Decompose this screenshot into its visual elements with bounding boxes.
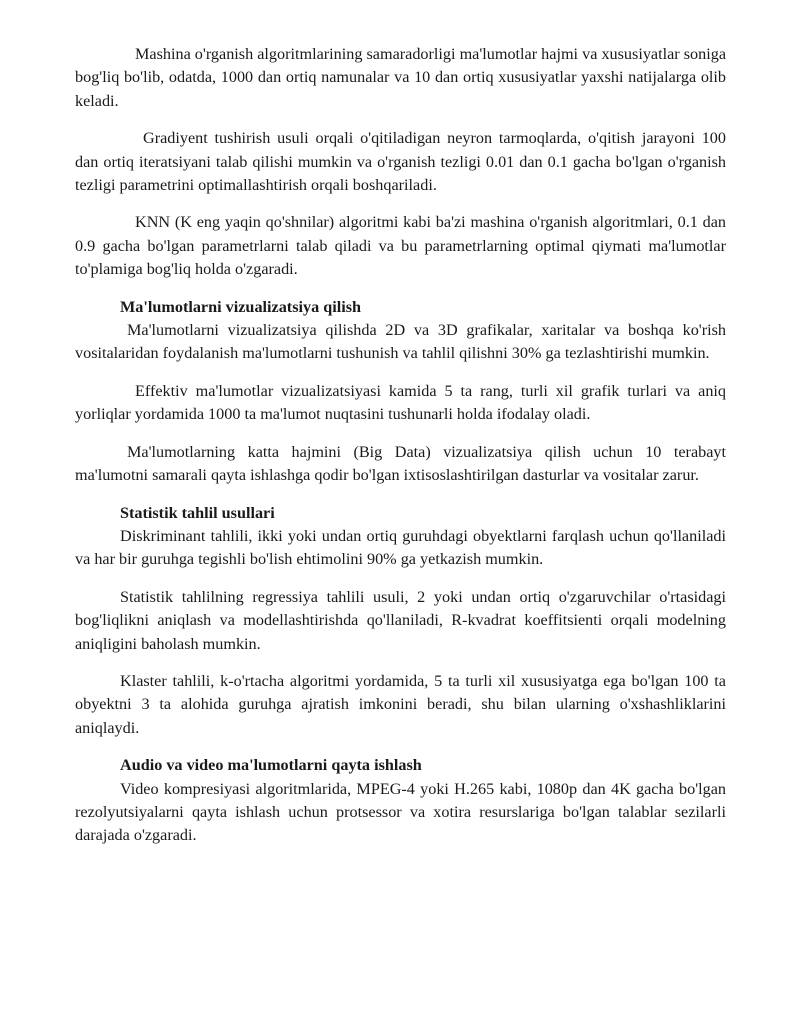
paragraph-gradient-descent: Gradiyent tushirish usuli orqali o'qitiladigan neyron tarmoqlarda, o'qitish jarayoni 100 dan ortiq iteratsiyani talab qilishi mumkin va o'rganish tezligi 0.01 dan 0.1 gacha bo'lgan o'rganish tezligi parametrini optimallashtirish orqali boshqariladi. (75, 129, 726, 195)
section-heading-media: Audio va video ma'lumotlarni qayta ishlash (120, 756, 422, 775)
section-heading-visualization: Ma'lumotlarni vizualizatsiya qilish (120, 297, 362, 316)
document-page (75, 43, 726, 862)
paragraph-video-compression: Video kompresiyasi algoritmlarida, MPEG-4 yoki H.265 kabi, 1080p dan 4K gacha bo'lgan rezolyutsiyalarni qayta ishlash uchun protsessor va xotira resurslariga bo'lgan talablar sezilarli darajada o'zgaradi. (75, 779, 726, 845)
paragraph-cluster-analysis: Klaster tahlili, k-o'rtacha algoritmi yordamida, 5 ta turli xil xususiyatga ega bo'lgan 100 ta obyektni 3 ta alohida guruhga ajratish imkonini beradi, shu bilan ularning o'xshashliklarini aniqlaydi. (75, 671, 726, 737)
paragraph-big-data: Ma'lumotlarning katta hajmini (Big Data) vizualizatsiya qilish uchun 10 terabayt ma'lumotni samarali qayta ishlashga qodir bo'lgan ixtisoslashtirilgan dasturlar va vositalar zarur. (75, 442, 726, 485)
section-heading-statistics: Statistik tahlil usullari (120, 503, 275, 522)
paragraph-knn: KNN (K eng yaqin qo'shnilar) algoritmi kabi ba'zi mashina o'rganish algoritmlari, 0.1 dan 0.9 gacha bo'lgan parametrlarni talab qiladi va bu parametrlarning optimal qiymati ma'lumotlar to'plamiga bog'liq holda o'zgaradi. (75, 213, 726, 279)
paragraph-visualization-speed: Ma'lumotlarni vizualizatsiya qilishda 2D va 3D grafikalar, xaritalar va boshqa ko'rish vositalaridan foydalanish ma'lumotlarni tushunish va tahlil qilishni 30% ga tezlashtirishi mumkin. (75, 321, 726, 363)
paragraph-discriminant-analysis: Diskriminant tahlili, ikki yoki undan ortiq guruhdagi obyektlarni farqlash uchun qo'llaniladi va har bir guruhga tegishli bo'lish ehtimolini 90% ga yetkazish mumkin. (75, 526, 726, 569)
paragraph-regression-analysis: Statistik tahlilning regressiya tahlili usuli, 2 yoki undan ortiq o'zgaruvchilar o'rtasidagi bog'liqlikni aniqlash va modellashtirishda qo'llaniladi, R-kvadrat koeffitsienti orqali modelning aniqligini baholash mumkin. (75, 587, 726, 653)
paragraph-effective-visualization: Effektiv ma'lumotlar vizualizatsiyasi kamida 5 ta rang, turli xil grafik turlari va aniq yorliqlar yordamida 1000 ta ma'lumot nuqtasini tushunarli holda ifodalay oladi. (75, 381, 726, 424)
paragraph-ml-efficiency: Mashina o'rganish algoritmlarining samaradorligi ma'lumotlar hajmi va xususiyatlar soniga bog'liq bo'lib, odatda, 1000 dan ortiq namunalar va 10 dan ortiq xususiyatlar yaxshi natijalarga olib keladi. (75, 45, 726, 110)
